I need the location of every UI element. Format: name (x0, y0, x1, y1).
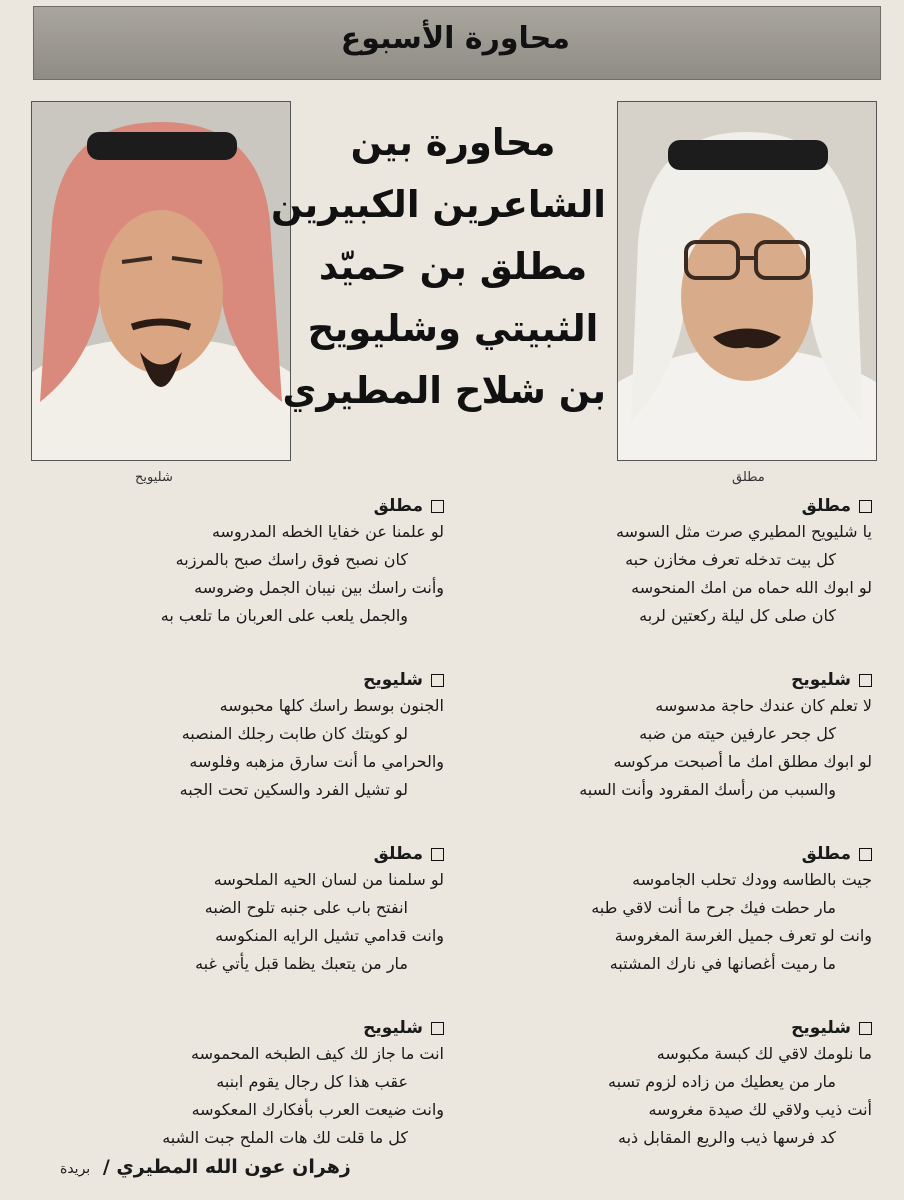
portrait-shleiwih (31, 101, 291, 461)
verse-line: كد فرسها ذيب والريع المقابل ذبه (618, 1128, 836, 1147)
verse-line: مار من يعطيك من زاده لزوم تسبه (608, 1072, 836, 1091)
speaker-label: مطلق (30, 842, 448, 866)
verse-line: وانت قدامي تشيل الرايه المنكوسه (215, 926, 444, 945)
verse-line: كل بيت تدخله تعرف مخازن حبه (625, 550, 836, 569)
square-bullet-icon (859, 674, 872, 687)
verse-line: لو كويتك كان طابت رجلك المنصبه (181, 724, 408, 743)
poem-column-left (30, 494, 448, 1152)
author-name: زهران عون الله المطيري (116, 1156, 351, 1178)
verse-line: والجمل يلعب على العربان ما تلعب به (160, 606, 408, 625)
verse-line: لا تعلم كان عندك حاجة مدسوسه (655, 696, 872, 715)
stanza (30, 1016, 448, 1152)
poem-column-right (458, 494, 876, 1152)
headline-line: الشاعرين الكبيرين (271, 183, 606, 226)
stanza (30, 668, 448, 804)
verse-line: وأنت راسك بين نيبان الجمل وضروسه (194, 578, 444, 597)
caption-shleiwih: شليويح (135, 470, 173, 485)
verse-line: والحرامي ما أنت سارق مزهبه وفلوسه (189, 752, 444, 771)
verse-line: كل ما قلت لك هات الملح جبت الشبه (162, 1128, 408, 1147)
square-bullet-icon (431, 848, 444, 861)
portrait-mutlaq (617, 101, 877, 461)
verse-line: كان نصبح فوق راسك صبح بالمرزبه (175, 550, 408, 569)
headline-line: بن شلاح المطيري (282, 369, 606, 412)
verse-line: انفتح باب على جنبه تلوح الضبه (204, 898, 408, 917)
verse-line: وانت لو تعرف جميل الغرسة المغروسة (614, 926, 872, 945)
verse-line: لو ابوك الله حماه من امك المنحوسه (631, 578, 872, 597)
speaker-label: شليويح (458, 668, 876, 692)
headline-line: مطلق بن حميّد (318, 245, 588, 288)
square-bullet-icon (859, 1022, 872, 1035)
verse-line: لو سلمنا من لسان الحيه الملحوسه (213, 870, 444, 889)
headline (271, 112, 606, 422)
author-location: بريدة (60, 1161, 91, 1177)
verse-line: كل جحر عارفين حيته من ضبه (639, 724, 836, 743)
stanza (30, 494, 448, 630)
verse-line: عقب هذا كل رجال يقوم ابنبه (216, 1072, 408, 1091)
verse-line: الجنون بوسط راسك كلها محبوسه (219, 696, 444, 715)
speaker-label: مطلق (458, 494, 876, 518)
verse-line: مار حطت فيك جرح ما أنت لاقي طبه (591, 898, 836, 917)
verse-line: لو تشيل الفرد والسكين تحت الجبه (179, 780, 408, 799)
section-banner (33, 6, 881, 80)
verse-line: أنت ذيب ولاقي لك صيدة مغروسه (648, 1100, 872, 1119)
speaker-label: مطلق (30, 494, 448, 518)
verse-line: والسبب من رأسك المقرود وأنت السبه (579, 780, 836, 799)
stanza (458, 842, 876, 978)
headline-line: محاورة بين (350, 121, 556, 164)
verse-line: جيت بالطاسه وودك تحلب الجاموسه (632, 870, 872, 889)
square-bullet-icon (431, 500, 444, 513)
verse-line: مار من يتعبك يظما قبل يأتي غبه (195, 954, 408, 973)
square-bullet-icon (859, 500, 872, 513)
caption-mutlaq: مطلق (732, 470, 765, 485)
speaker-label: شليويح (30, 668, 448, 692)
stanza (458, 494, 876, 630)
square-bullet-icon (859, 848, 872, 861)
speaker-label: مطلق (458, 842, 876, 866)
speaker-label: شليويح (458, 1016, 876, 1040)
headline-line: الثبيتي وشليويح (307, 307, 599, 350)
verse-line: يا شليويح المطيري صرت مثل السوسه (615, 522, 872, 541)
verse-line: انت ما جاز لك كيف الطبخه المحموسه (190, 1044, 444, 1063)
verse-line: وانت ضيعت العرب بأفكارك المعكوسه (191, 1100, 444, 1119)
verse-line: ما رميت أغصانها في نارك المشتبه (609, 954, 836, 973)
stanza (30, 842, 448, 978)
verse-line: كان صلى كل ليلة ركعتين لربه (639, 606, 836, 625)
author-signature: زهران عون الله المطيري / بريدة (60, 1156, 351, 1178)
verse-line: لو ابوك مطلق امك ما أصبحت مركوسه (613, 752, 872, 771)
verse-line: ما نلومك لاقي لك كبسة مكبوسه (656, 1044, 872, 1063)
verse-line: لو علمنا عن خفايا الخطه المدروسه (211, 522, 444, 541)
square-bullet-icon (431, 674, 444, 687)
stanza (458, 1016, 876, 1152)
stanza (458, 668, 876, 804)
square-bullet-icon (431, 1022, 444, 1035)
section-title: محاورة الأسبوع (340, 21, 570, 56)
speaker-label: شليويح (30, 1016, 448, 1040)
